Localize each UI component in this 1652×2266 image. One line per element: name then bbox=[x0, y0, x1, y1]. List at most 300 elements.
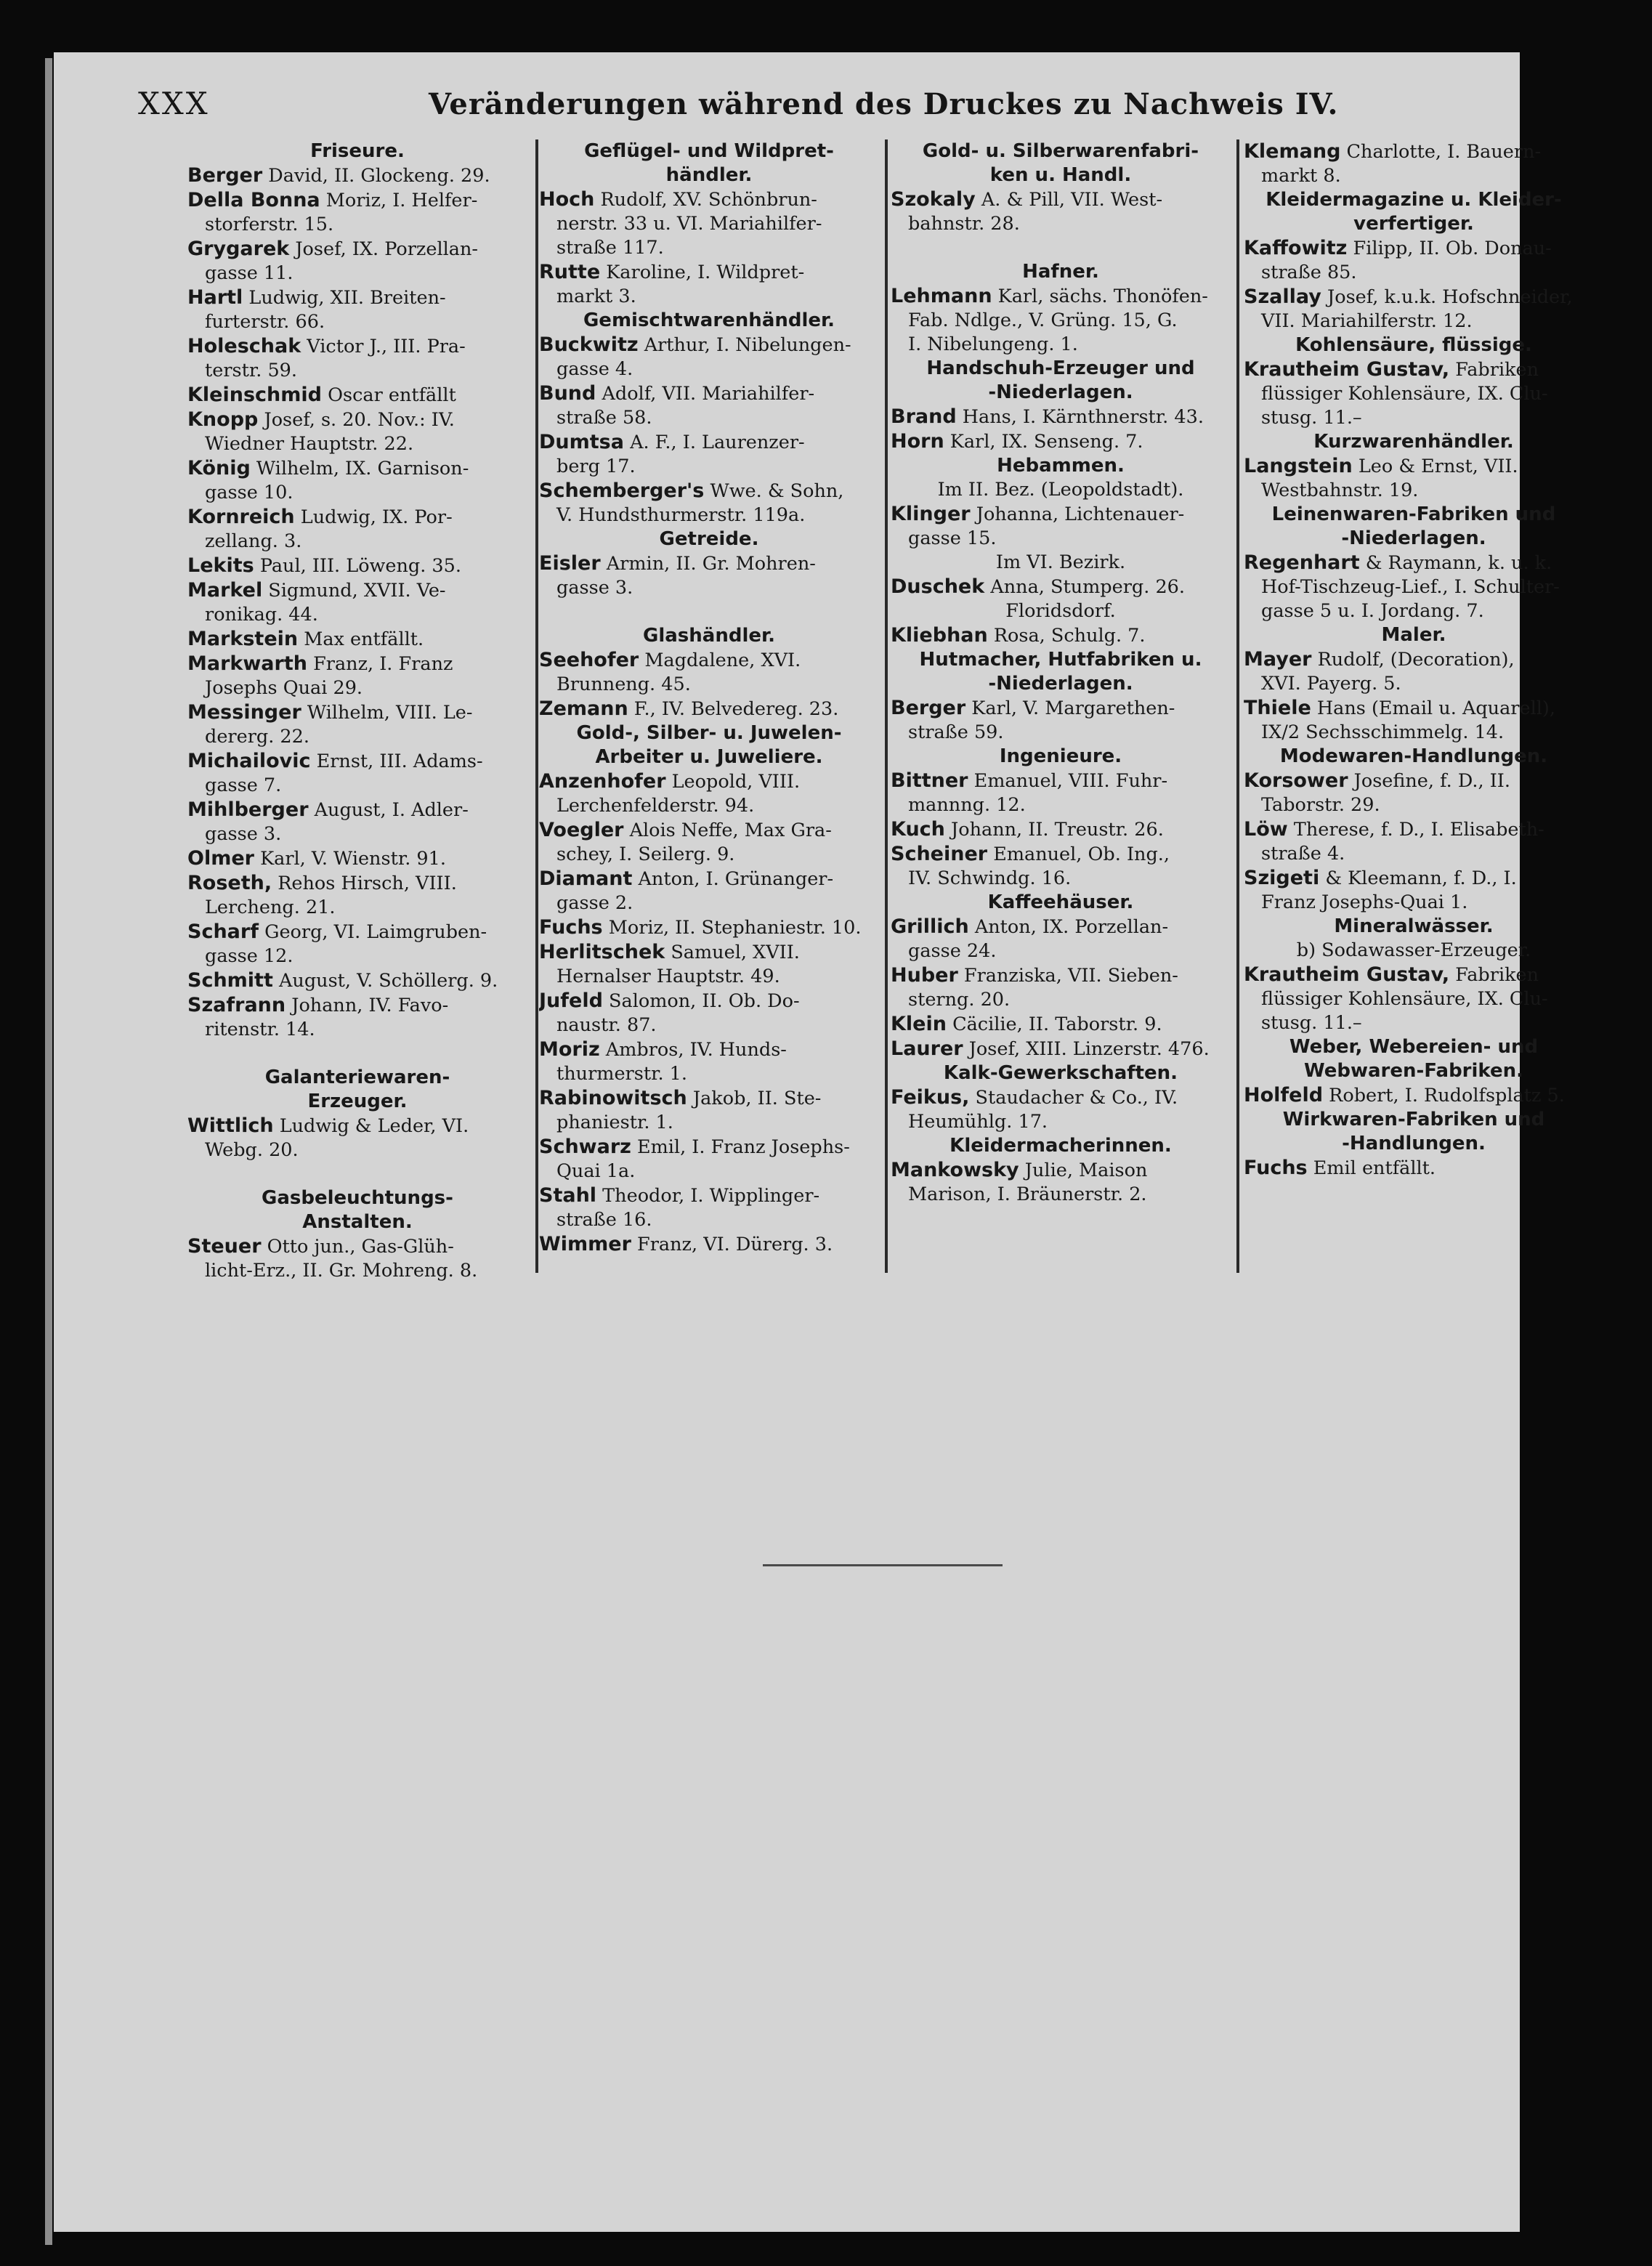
section-heading: Geflügel- und Wildpret- bbox=[584, 140, 834, 162]
section-heading: Maler. bbox=[1381, 624, 1446, 646]
entry-name: Scharf bbox=[187, 920, 259, 943]
entry-text: Emanuel, VIII. Fuhr- bbox=[968, 770, 1168, 792]
entry-continuation bbox=[187, 481, 527, 505]
entry-continuation bbox=[1244, 842, 1584, 866]
spacer bbox=[187, 1042, 527, 1066]
entry-text: Jakob, II. Ste- bbox=[687, 1088, 822, 1109]
directory-entry bbox=[187, 554, 527, 578]
entry-text: gasse 15. bbox=[908, 527, 997, 549]
entry-continuation bbox=[539, 285, 879, 309]
section-heading: Hafner. bbox=[1022, 261, 1099, 283]
entry-text: b) Sodawasser-Erzeuger. bbox=[1296, 939, 1531, 961]
entry-text: Quai 1a. bbox=[556, 1160, 636, 1182]
directory-entry bbox=[187, 456, 527, 481]
entry-text: Samuel, XVII. bbox=[665, 942, 800, 963]
directory-entry bbox=[187, 408, 527, 432]
entry-continuation bbox=[1244, 309, 1584, 333]
entry-text: Franziska, VII. Sieben- bbox=[957, 965, 1178, 987]
entry-continuation bbox=[891, 1110, 1231, 1134]
entry-name: Schemberger's bbox=[539, 479, 705, 502]
entry-text: Josefine, f. D., II. bbox=[1348, 770, 1510, 792]
entry-text: Oscar entfällt bbox=[321, 384, 456, 406]
entry-text: Magdalene, XVI. bbox=[639, 650, 801, 671]
entry-name: Roseth, bbox=[187, 872, 272, 894]
entry-continuation bbox=[1244, 164, 1584, 188]
entry-text: straße 4. bbox=[1261, 843, 1345, 865]
directory-entry bbox=[1244, 647, 1584, 672]
directory-entry bbox=[187, 383, 527, 408]
directory-entry bbox=[539, 818, 879, 843]
entry-text: Victor J., III. Pra- bbox=[301, 336, 466, 357]
entry-continuation bbox=[187, 530, 527, 554]
entry-text: gasse 3. bbox=[556, 577, 633, 599]
entry-text: Ernst, III. Adams- bbox=[310, 750, 483, 772]
entry-text: thurmerstr. 1. bbox=[556, 1063, 688, 1085]
directory-entry bbox=[187, 1234, 527, 1259]
entry-text: berg 17. bbox=[556, 456, 636, 477]
entry-name: Markel bbox=[187, 579, 263, 602]
section-heading: Gold-, Silber- u. Juwelen- bbox=[576, 722, 842, 744]
column-1 bbox=[187, 139, 527, 1283]
entry-name: Feikus, bbox=[891, 1086, 970, 1109]
section-heading: Getreide. bbox=[659, 528, 759, 550]
entry-text: stusg. 11.– bbox=[1261, 1012, 1362, 1034]
directory-entry bbox=[1244, 357, 1584, 382]
directory-entry bbox=[891, 187, 1231, 212]
entry-text: flüssiger Kohlensäure, IX. Clu- bbox=[1261, 383, 1548, 405]
directory-entry bbox=[187, 652, 527, 676]
entry-text: Ambros, IV. Hunds- bbox=[599, 1039, 787, 1061]
entry-continuation bbox=[891, 212, 1231, 236]
entry-text: & Kleemann, f. D., I. bbox=[1319, 867, 1517, 889]
section-heading: -Niederlagen. bbox=[1341, 527, 1486, 549]
entry-text: David, II. Glockeng. 29. bbox=[262, 165, 490, 187]
directory-entry bbox=[891, 623, 1231, 648]
entry-continuation bbox=[1244, 575, 1584, 599]
section-heading: Anstalten. bbox=[302, 1211, 413, 1233]
entry-text: markt 8. bbox=[1261, 165, 1341, 187]
section-heading: Kalk-Gewerkschaften. bbox=[943, 1062, 1178, 1084]
entry-text: Josef, s. 20. Nov.: IV. bbox=[258, 409, 455, 431]
entry-text: Johann, II. Treustr. 26. bbox=[944, 819, 1164, 841]
entry-name: Laurer bbox=[891, 1037, 963, 1060]
entry-text: Webg. 20. bbox=[205, 1139, 299, 1161]
directory-entry bbox=[187, 334, 527, 359]
entry-continuation bbox=[187, 310, 527, 334]
entry-name: Klemang bbox=[1244, 140, 1341, 163]
entry-text: IX/2 Sechsschimmelg. 14. bbox=[1261, 721, 1505, 743]
entry-text: phaniestr. 1. bbox=[556, 1112, 673, 1133]
section-heading: Erzeuger. bbox=[307, 1090, 408, 1112]
entry-name: Berger bbox=[187, 164, 263, 187]
entry-name: Berger bbox=[891, 697, 966, 719]
sub-heading bbox=[891, 478, 1231, 502]
entry-text: schey, I. Seilerg. 9. bbox=[556, 843, 735, 865]
entry-text: Julie, Maison bbox=[1019, 1160, 1148, 1181]
entry-name: Seehofer bbox=[539, 649, 639, 671]
entry-name: Voegler bbox=[539, 819, 624, 841]
directory-entry bbox=[187, 920, 527, 944]
directory-entry bbox=[187, 846, 527, 871]
directory-entry bbox=[891, 575, 1231, 599]
entry-name: Olmer bbox=[187, 847, 254, 870]
directory-entry bbox=[539, 1135, 879, 1160]
spacer bbox=[891, 236, 1231, 260]
entry-text: straße 58. bbox=[556, 407, 652, 429]
entry-name: Lekits bbox=[187, 554, 254, 577]
entry-text: August, I. Adler- bbox=[308, 799, 469, 821]
directory-entry bbox=[539, 479, 879, 503]
entry-text: Staudacher & Co., IV. bbox=[969, 1087, 1178, 1109]
entry-name: Grygarek bbox=[187, 238, 290, 260]
entry-continuation bbox=[891, 988, 1231, 1012]
entry-text: gasse 10. bbox=[205, 482, 293, 503]
entry-name: Holfeld bbox=[1244, 1084, 1324, 1106]
entry-continuation bbox=[539, 794, 879, 818]
entry-text: Westbahnstr. 19. bbox=[1261, 479, 1419, 501]
entry-continuation bbox=[187, 432, 527, 456]
entry-text: gasse 12. bbox=[205, 945, 293, 967]
entry-text: straße 117. bbox=[556, 237, 664, 259]
entry-continuation bbox=[187, 603, 527, 627]
entry-continuation bbox=[539, 576, 879, 600]
directory-entry bbox=[187, 188, 527, 213]
directory-entry bbox=[539, 867, 879, 891]
entry-text: Josef, IX. Porzellan- bbox=[289, 238, 478, 260]
entry-text: V. Hundsthurmerstr. 119a. bbox=[556, 504, 806, 526]
entry-continuation bbox=[1244, 987, 1584, 1011]
entry-continuation bbox=[539, 1111, 879, 1135]
section-heading: händler. bbox=[665, 164, 753, 186]
directory-entry bbox=[1244, 696, 1584, 721]
entry-text: storferstr. 15. bbox=[205, 214, 334, 235]
entry-name: Mayer bbox=[1244, 648, 1312, 671]
directory-entry bbox=[1244, 551, 1584, 575]
entry-continuation bbox=[1244, 261, 1584, 285]
directory-entry bbox=[891, 817, 1231, 842]
directory-entry bbox=[539, 989, 879, 1013]
directory-entry bbox=[187, 627, 527, 652]
entry-name: Buckwitz bbox=[539, 333, 639, 356]
section-heading: ken u. Handl. bbox=[989, 164, 1132, 186]
entry-text: XVI. Payerg. 5. bbox=[1261, 673, 1401, 695]
directory-entry bbox=[539, 769, 879, 794]
entry-continuation bbox=[187, 822, 527, 846]
entry-text: Rudolf, (Decoration), bbox=[1311, 649, 1515, 671]
entry-continuation bbox=[539, 406, 879, 430]
entry-text: Floridsdorf. bbox=[1005, 600, 1116, 622]
entry-continuation bbox=[539, 1208, 879, 1232]
section-heading: verfertiger. bbox=[1353, 213, 1474, 235]
directory-entry bbox=[1244, 236, 1584, 261]
section-heading: Hebammen. bbox=[997, 455, 1125, 477]
directory-entry bbox=[539, 915, 879, 940]
entry-continuation bbox=[539, 503, 879, 527]
entry-text: Ludwig, XII. Breiten- bbox=[243, 287, 446, 309]
directory-entry bbox=[1244, 454, 1584, 479]
section-heading: Galanteriewaren- bbox=[264, 1067, 450, 1088]
section-heading: -Niederlagen. bbox=[988, 673, 1133, 695]
directory-entry bbox=[891, 963, 1231, 988]
directory-entry bbox=[539, 260, 879, 285]
entry-continuation bbox=[891, 309, 1231, 333]
entry-text: Leopold, VIII. bbox=[665, 771, 801, 793]
entry-text: Robert, I. Rudolfsplatz 5. bbox=[1323, 1085, 1565, 1106]
directory-entry bbox=[1244, 285, 1584, 309]
entry-text: Josef, XIII. Linzerstr. 476. bbox=[963, 1038, 1210, 1060]
entry-name: Steuer bbox=[187, 1235, 262, 1258]
entry-text: Ludwig, IX. Por- bbox=[294, 506, 453, 528]
entry-text: Emil, I. Franz Josephs- bbox=[631, 1136, 850, 1158]
directory-entry bbox=[891, 696, 1231, 721]
entry-name: Thiele bbox=[1244, 697, 1311, 719]
section-heading: Gasbeleuchtungs- bbox=[262, 1187, 453, 1209]
entry-name: Langstein bbox=[1244, 455, 1353, 477]
entry-name: Zemann bbox=[539, 697, 628, 720]
entry-text: Sigmund, XVII. Ve- bbox=[262, 580, 446, 602]
entry-text: sterng. 20. bbox=[908, 989, 1011, 1011]
entry-name: König bbox=[187, 457, 251, 479]
entry-name: Bittner bbox=[891, 769, 968, 792]
entry-name: Della Bonna bbox=[187, 189, 320, 211]
directory-entry bbox=[1244, 1156, 1584, 1181]
section-heading: Mineralwässer. bbox=[1334, 915, 1494, 937]
column-4 bbox=[1244, 139, 1584, 1181]
entry-text: Im VI. Bezirk. bbox=[995, 551, 1126, 573]
entry-text: Otto jun., Gas-Glüh- bbox=[261, 1236, 454, 1258]
page-edge bbox=[45, 58, 52, 2245]
entry-text: Armin, II. Gr. Mohren- bbox=[600, 553, 816, 575]
entry-text: Karl, IX. Senseng. 7. bbox=[944, 431, 1143, 453]
entry-text: Hans, I. Kärnthnerstr. 43. bbox=[956, 406, 1204, 428]
entry-text: flüssiger Kohlensäure, IX. Clu- bbox=[1261, 988, 1548, 1010]
section-heading: Gemischtwarenhändler. bbox=[583, 309, 835, 331]
spacer bbox=[187, 1162, 527, 1186]
directory-entry bbox=[539, 430, 879, 455]
entry-text: Heumühlg. 17. bbox=[908, 1111, 1048, 1133]
section-heading: Kleidermacherinnen. bbox=[950, 1135, 1172, 1157]
entry-text: Karl, V. Wienstr. 91. bbox=[254, 848, 446, 870]
entry-text: gasse 3. bbox=[205, 823, 282, 845]
entry-text: Anton, I. Grünanger- bbox=[632, 868, 834, 890]
entry-continuation bbox=[187, 213, 527, 237]
entry-continuation bbox=[539, 1013, 879, 1037]
entry-name: Stahl bbox=[539, 1184, 597, 1207]
entry-text: Salomon, II. Ob. Do- bbox=[602, 990, 800, 1012]
directory-entry bbox=[1244, 769, 1584, 793]
entry-name: Schwarz bbox=[539, 1136, 631, 1158]
entry-name: Markstein bbox=[187, 628, 299, 650]
section-heading: Modewaren-Handlungen. bbox=[1279, 745, 1548, 767]
entry-continuation bbox=[1244, 672, 1584, 696]
sub-heading bbox=[891, 551, 1231, 575]
entry-name: Löw bbox=[1244, 818, 1288, 841]
section-heading: Wirkwaren-Fabriken und bbox=[1282, 1109, 1545, 1130]
entry-text: Anna, Stumperg. 26. bbox=[984, 576, 1185, 598]
entry-continuation bbox=[187, 1138, 527, 1162]
entry-text: A. F., I. Laurenzer- bbox=[623, 432, 805, 453]
entry-text: zellang. 3. bbox=[205, 530, 302, 552]
entry-name: Szallay bbox=[1244, 286, 1321, 308]
entry-text: ronikag. 44. bbox=[205, 604, 318, 626]
entry-text: dererg. 22. bbox=[205, 726, 309, 748]
entry-name: Fuchs bbox=[539, 916, 603, 939]
entry-continuation bbox=[539, 843, 879, 867]
entry-text: Max entfällt. bbox=[298, 628, 424, 650]
entry-name: Knopp bbox=[187, 408, 259, 431]
directory-entry bbox=[539, 187, 879, 212]
entry-name: Wimmer bbox=[539, 1233, 631, 1255]
entry-text: Karl, V. Margarethen- bbox=[965, 697, 1175, 719]
directory-entry bbox=[187, 505, 527, 530]
section-heading: Arbeiter u. Juweliere. bbox=[595, 746, 823, 768]
entry-text: furterstr. 66. bbox=[205, 311, 325, 333]
entry-continuation bbox=[891, 1183, 1231, 1207]
column-3 bbox=[891, 139, 1231, 1207]
entry-name: Markwarth bbox=[187, 652, 307, 675]
entry-text: Wilhelm, IX. Garnison- bbox=[250, 458, 469, 479]
directory-entry bbox=[539, 1232, 879, 1257]
entry-name: Lehmann bbox=[891, 285, 992, 307]
directory-entry bbox=[891, 1158, 1231, 1183]
entry-name: Messinger bbox=[187, 701, 301, 724]
end-rule bbox=[763, 1564, 1003, 1566]
entry-name: Michailovic bbox=[187, 750, 311, 772]
entry-name: Eisler bbox=[539, 552, 601, 575]
entry-text: Wwe. & Sohn, bbox=[704, 480, 844, 502]
entry-text: gasse 24. bbox=[908, 940, 997, 962]
entry-name: Scheiner bbox=[891, 843, 988, 865]
entry-text: Brunneng. 45. bbox=[556, 673, 691, 695]
section-heading: Gold- u. Silberwarenfabri- bbox=[922, 140, 1199, 162]
entry-text: gasse 11. bbox=[205, 262, 293, 284]
entry-text: Anton, IX. Porzellan- bbox=[968, 916, 1169, 938]
entry-continuation bbox=[187, 944, 527, 968]
entry-continuation bbox=[1244, 721, 1584, 745]
directory-entry bbox=[187, 1114, 527, 1138]
directory-entry bbox=[1244, 866, 1584, 891]
entry-name: Rutte bbox=[539, 261, 601, 283]
entry-continuation bbox=[1244, 891, 1584, 915]
entry-continuation bbox=[1244, 406, 1584, 430]
entry-continuation bbox=[187, 725, 527, 749]
entry-text: Fabriken bbox=[1449, 359, 1539, 381]
entry-text: F., IV. Belvedereg. 23. bbox=[628, 698, 839, 720]
section-heading: Handschuh-Erzeuger und bbox=[926, 357, 1195, 379]
entry-text: Franz, VI. Dürerg. 3. bbox=[631, 1234, 833, 1255]
entry-text: Wiedner Hauptstr. 22. bbox=[205, 433, 414, 455]
entry-continuation bbox=[539, 965, 879, 989]
entry-text: bahnstr. 28. bbox=[908, 213, 1020, 235]
entry-text: Moriz, I. Helfer- bbox=[320, 190, 478, 211]
entry-text: August, V. Schöllerg. 9. bbox=[272, 970, 498, 992]
entry-text: stusg. 11.– bbox=[1261, 407, 1362, 429]
directory-entry bbox=[539, 1037, 879, 1062]
entry-text: Franz Josephs-Quai 1. bbox=[1261, 891, 1468, 913]
section-heading: -Niederlagen. bbox=[988, 381, 1133, 403]
entry-name: Grillich bbox=[891, 915, 969, 938]
entry-name: Anzenhofer bbox=[539, 770, 666, 793]
entry-text: Leo & Ernst, VII. bbox=[1352, 456, 1518, 477]
entry-text: Emanuel, Ob. Ing., bbox=[987, 843, 1170, 865]
entry-text: Hans (Email u. Aquarell), bbox=[1311, 697, 1555, 719]
entry-continuation bbox=[187, 359, 527, 383]
entry-text: Im II. Bez. (Leopoldstadt). bbox=[937, 479, 1184, 501]
entry-text: Arthur, I. Nibelungen- bbox=[638, 334, 851, 356]
directory-entry bbox=[539, 648, 879, 673]
entry-text: Charlotte, I. Bauern- bbox=[1340, 141, 1542, 163]
entry-text: gasse 5 u. I. Jordang. 7. bbox=[1261, 600, 1484, 622]
entry-continuation bbox=[539, 455, 879, 479]
section-heading: Kohlensäure, flüssige. bbox=[1295, 334, 1532, 356]
entry-continuation bbox=[539, 673, 879, 697]
section-heading: -Handlungen. bbox=[1342, 1133, 1486, 1154]
section-heading: Kleidermagazine u. Kleider- bbox=[1266, 189, 1562, 211]
directory-entry bbox=[891, 405, 1231, 429]
entry-continuation bbox=[1244, 1011, 1584, 1035]
entry-name: Szafrann bbox=[187, 994, 286, 1016]
entry-continuation bbox=[891, 867, 1231, 891]
entry-continuation bbox=[539, 891, 879, 915]
entry-text: Filipp, II. Ob. Donau- bbox=[1347, 238, 1552, 259]
entry-text: Marison, I. Bräunerstr. 2. bbox=[908, 1183, 1147, 1205]
entry-continuation bbox=[187, 1259, 527, 1283]
entry-text: & Raymann, k. u. k. bbox=[1359, 552, 1552, 574]
entry-text: Hof-Tischzeug-Lief., I. Schulter- bbox=[1261, 576, 1560, 598]
entry-name: Kliebhan bbox=[891, 624, 988, 647]
entry-name: Diamant bbox=[539, 867, 633, 890]
directory-entry bbox=[891, 502, 1231, 527]
entry-text: gasse 4. bbox=[556, 358, 633, 380]
directory-entry bbox=[891, 1085, 1231, 1110]
entry-name: Holeschak bbox=[187, 335, 301, 357]
directory-entry bbox=[187, 993, 527, 1018]
entry-name: Wittlich bbox=[187, 1114, 274, 1137]
entry-name: Szokaly bbox=[891, 188, 976, 211]
directory-entry bbox=[1244, 963, 1584, 987]
entry-name: Huber bbox=[891, 964, 958, 987]
entry-text: licht-Erz., II. Gr. Mohreng. 8. bbox=[205, 1260, 478, 1282]
entry-name: Herlitschek bbox=[539, 941, 665, 963]
entry-name: Bund bbox=[539, 382, 596, 405]
directory-entry bbox=[187, 286, 527, 310]
entry-text: Adolf, VII. Mariahilfer- bbox=[596, 383, 815, 405]
section-heading: Friseure. bbox=[310, 140, 405, 162]
entry-name: Regenhart bbox=[1244, 551, 1360, 574]
entry-text: IV. Schwindg. 16. bbox=[908, 867, 1072, 889]
entry-text: Hernalser Hauptstr. 49. bbox=[556, 966, 780, 987]
page-header bbox=[138, 86, 1339, 129]
directory-entry bbox=[1244, 139, 1584, 164]
section-heading: Weber, Webereien- und bbox=[1289, 1036, 1539, 1058]
entry-name: Kleinschmid bbox=[187, 384, 322, 406]
entry-name: Dumtsa bbox=[539, 431, 624, 453]
section-heading: Kurzwarenhändler. bbox=[1313, 431, 1514, 453]
entry-continuation bbox=[539, 1160, 879, 1183]
entry-continuation bbox=[1244, 382, 1584, 406]
entry-continuation bbox=[1244, 599, 1584, 623]
entry-text: Georg, VI. Laimgruben- bbox=[258, 921, 487, 943]
directory-entry bbox=[539, 333, 879, 357]
entry-continuation bbox=[539, 357, 879, 381]
section-heading: Kaffeehäuser. bbox=[987, 891, 1134, 913]
directory-entry bbox=[891, 915, 1231, 939]
entry-text: Josef, k.u.k. Hofschneider, bbox=[1321, 286, 1573, 308]
directory-entry bbox=[539, 381, 879, 406]
running-title: Veränderungen während des Druckes zu Nachweis IV. bbox=[429, 87, 1339, 121]
directory-entry bbox=[891, 1012, 1231, 1037]
entry-name: Hartl bbox=[187, 286, 243, 309]
